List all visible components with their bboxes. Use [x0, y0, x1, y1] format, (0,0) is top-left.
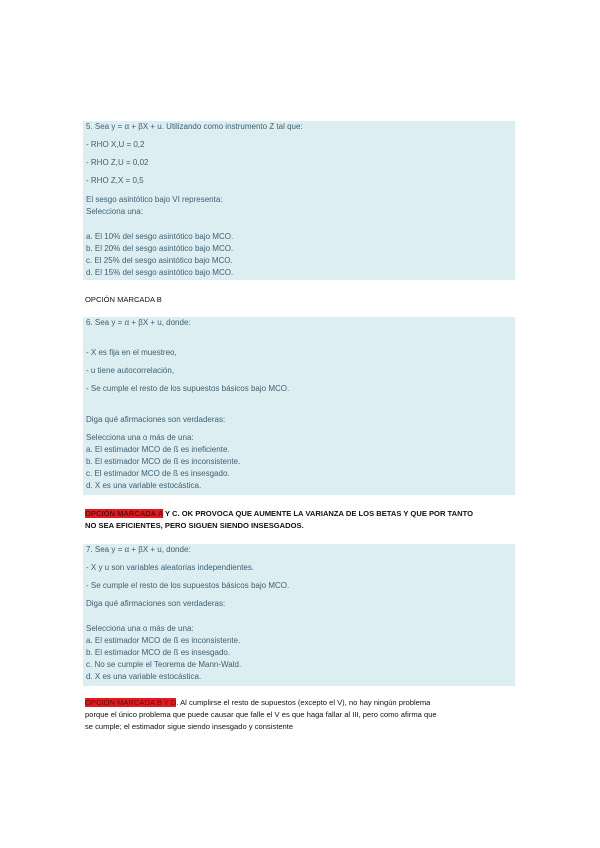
question-5-option-d[interactable]: d. El 15% del sesgo asintótico bajo MCO. — [86, 268, 234, 277]
question-6-option-a[interactable]: a. El estimador MCO de ß es ineficiente. — [86, 445, 230, 454]
question-6-option-c[interactable]: c. El estimador MCO de ß es insesgado. — [86, 469, 230, 478]
question-5-option-a[interactable]: a. El 10% del sesgo asintótico bajo MCO. — [86, 232, 234, 241]
question-7-option-c[interactable]: c. No se cumple el Teorema de Mann-Wald. — [86, 660, 242, 669]
question-6-answer-line-1 — [85, 508, 473, 519]
question-6-condition-2: - u tiene autocorrelación, — [86, 366, 175, 375]
question-6-option-b[interactable]: b. El estimador MCO de ß es inconsistente. — [86, 457, 241, 466]
question-6-answer-text: Y C. OK PROVOCA QUE AUMENTE LA VARIANZA DE LOS BETAS Y QUE POR TANTO — [163, 509, 474, 518]
question-7-answer-line-2: porque el único problema que puede causar que falle el V es que haga fallar al III, pero como afirma que — [85, 710, 437, 719]
question-7-condition-1: - X y u son variables aleatorias independientes. — [86, 563, 255, 572]
question-6-prompt: Diga qué afirmaciones son verdaderas: — [86, 415, 226, 424]
question-5-select-hint: Selecciona una: — [86, 207, 143, 216]
question-5-option-c[interactable]: c. El 25% del sesgo asintótico bajo MCO. — [86, 256, 233, 265]
question-7-answer-line-3: se cumple; el estimador sigue siendo insesgado y consistente — [85, 722, 294, 731]
question-7-answer-text: . Al cumplirse el resto de supuestos (excepto el V), no hay ningún problema — [176, 698, 431, 707]
question-5-prompt: El sesgo asintótico bajo VI representa: — [86, 195, 223, 204]
question-6-marked-highlight: OPCIÓN MARCADA A — [85, 509, 164, 518]
question-7-prompt: Diga qué afirmaciones son verdaderas: — [86, 599, 226, 608]
question-6-condition-3: - Se cumple el resto de los supuestos básicos bajo MCO. — [86, 384, 290, 393]
question-5-stem: 5. Sea y = α + βX + u. Utilizando como instrumento Z tal que: — [86, 122, 303, 131]
condition-rho-zx: - RHO Z,X = 0,5 — [86, 176, 144, 185]
question-6-stem: 6. Sea y = α + βX + u, donde: — [86, 318, 191, 327]
question-5-answer: OPCIÓN MARCADA B — [85, 295, 162, 304]
question-7-option-b[interactable]: b. El estimador MCO de ß es insesgado. — [86, 648, 231, 657]
condition-rho-zu: - RHO Z,U = 0,02 — [86, 158, 149, 167]
question-6-select-hint: Selecciona una o más de una: — [86, 433, 194, 442]
question-7-answer-line-1 — [85, 697, 430, 708]
question-7-box — [83, 544, 515, 686]
question-7-option-a[interactable]: a. El estimador MCO de ß es inconsistente. — [86, 636, 241, 645]
question-7-select-hint: Selecciona una o más de una: — [86, 624, 194, 633]
question-6-option-d[interactable]: d. X es una variable estocástica. — [86, 481, 202, 490]
question-7-option-d[interactable]: d. X es una variable estocástica. — [86, 672, 202, 681]
question-5-box — [83, 121, 515, 280]
question-6-answer-line-2: NO SEA EFICIENTES, PERO SIGUEN SIENDO INSESGADOS. — [85, 521, 304, 530]
condition-rho-xu: - RHO X,U = 0,2 — [86, 140, 145, 149]
question-7-stem: 7. Sea y = α + βX + u, donde: — [86, 545, 191, 554]
question-6-condition-1: - X es fija en el muestreo, — [86, 348, 177, 357]
question-7-condition-2: - Se cumple el resto de los supuestos básicos bajo MCO. — [86, 581, 290, 590]
question-5-option-b[interactable]: b. El 20% del sesgo asintótico bajo MCO. — [86, 244, 234, 253]
question-7-marked-highlight: OPCIÓN MARCADA B Y D — [85, 698, 177, 707]
question-6-box — [83, 317, 515, 495]
